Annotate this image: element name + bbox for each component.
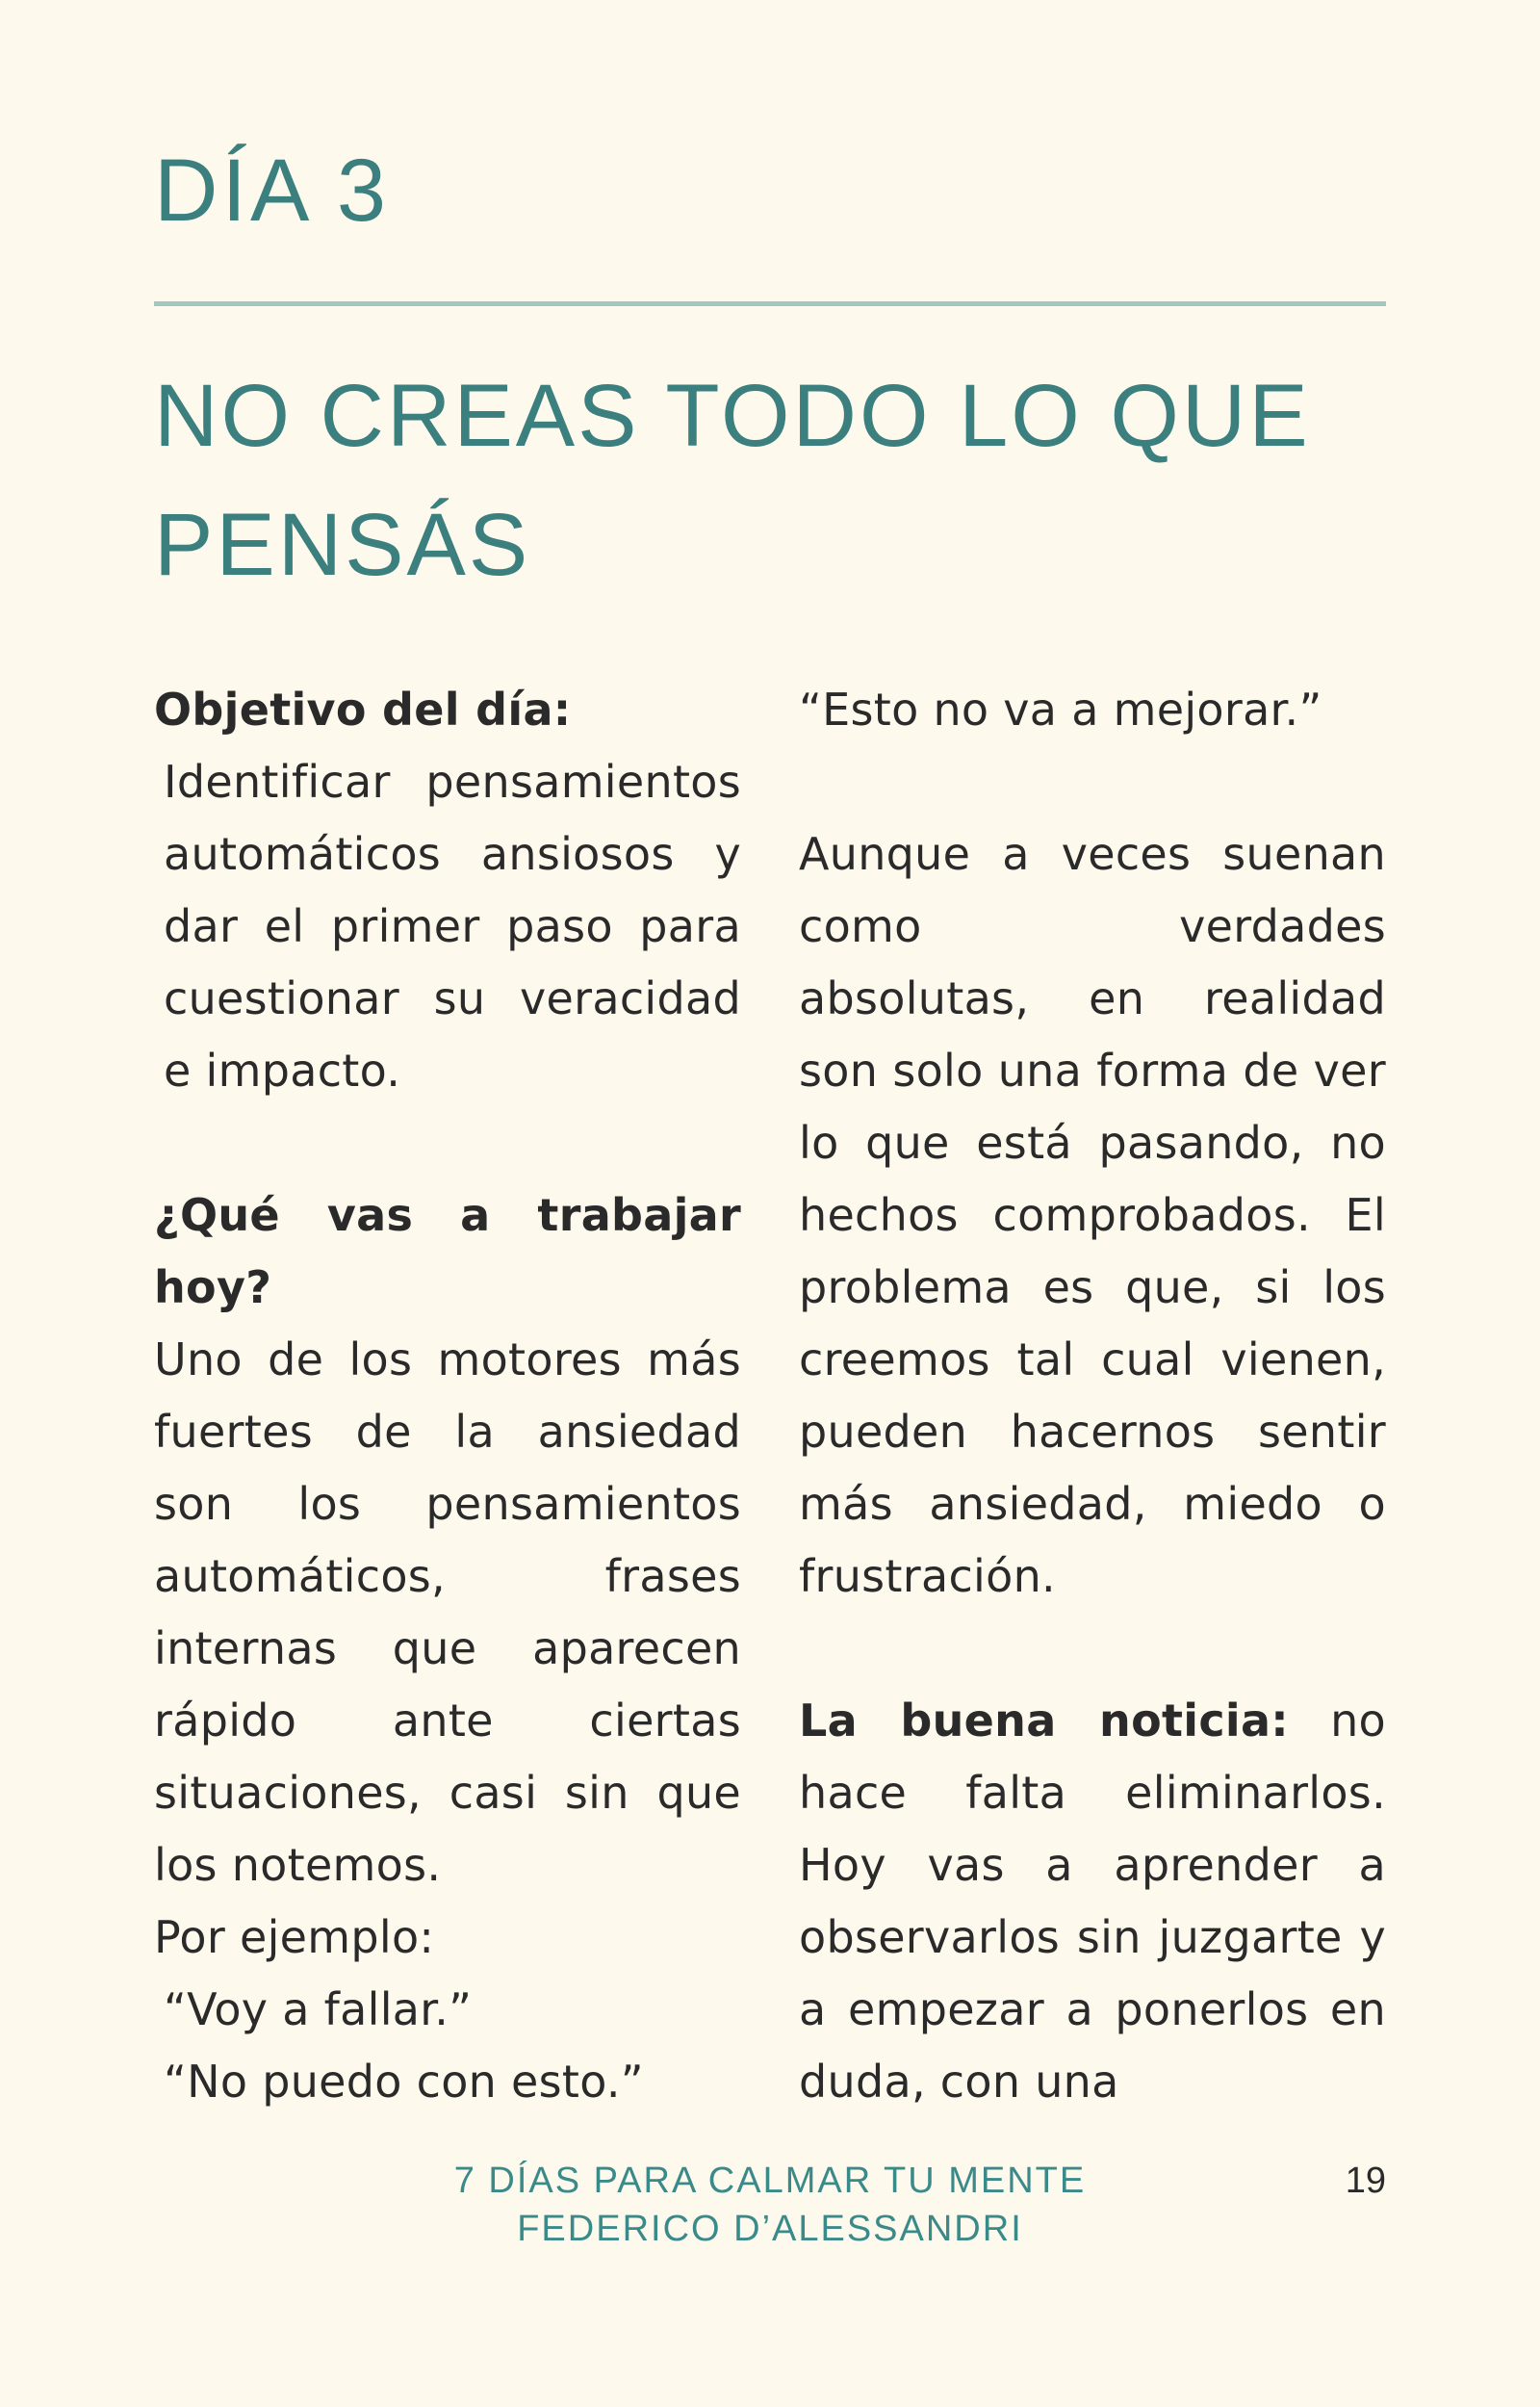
book-title: 7 DÍAS PARA CALMAR TU MENTE [453, 2161, 1087, 2201]
example-intro: Por ejemplo: [154, 1911, 435, 1963]
right-column [799, 674, 1386, 2118]
objective-text: Identificar pensamientos automáticos ansiosos y dar el primer paso para cuestionar su veracidad e impacto. [164, 756, 741, 1097]
good-news-text: no hace falta eliminarlos. Hoy vas a aprender a observarlos sin juzgarte y a empezar a ponerlos en duda, con una [799, 1695, 1386, 2108]
paragraph-gap [799, 746, 1386, 818]
explanation-paragraph: Aunque a veces suenan como verdades absolutas, en realidad son solo una forma de ver lo que está pasando, no hechos comprobados. El problema es que, si los creemos tal cual vienen, pueden hacernos sentir más ansiedad, miedo o frustración. [799, 828, 1386, 1602]
example-quote-1: “Voy a fallar.” [164, 1983, 473, 2035]
good-news-paragraph [799, 1685, 1386, 2118]
work-heading: ¿Qué vas a trabajar hoy? [154, 1189, 741, 1313]
left-column [154, 674, 741, 2118]
chapter-title: NO CREAS TODO LO QUE PENSÁS [154, 367, 1311, 594]
day-label: DÍA 3 [154, 142, 391, 240]
author-name: FEDERICO D’ALESSANDRI [517, 2209, 1023, 2249]
objective-heading: Objetivo del día: [154, 684, 572, 736]
title-divider [154, 301, 1386, 306]
paragraph-gap [154, 1107, 741, 1179]
page-footer [289, 2157, 1251, 2253]
work-text: Uno de los motores más fuertes de la ansiedad son los pensamientos automáticos, frases internas que aparecen rápido ante ciertas situaciones, casi sin que los notemos. [154, 1333, 741, 1891]
example-quote-3: “Esto no va a mejorar.” [799, 684, 1322, 736]
example-quote-2: “No puedo con esto.” [164, 2056, 644, 2108]
paragraph-gap [799, 1613, 1386, 1685]
good-news-label: La buena noticia: [799, 1695, 1290, 1747]
page-number: 19 [1345, 2161, 1386, 2201]
